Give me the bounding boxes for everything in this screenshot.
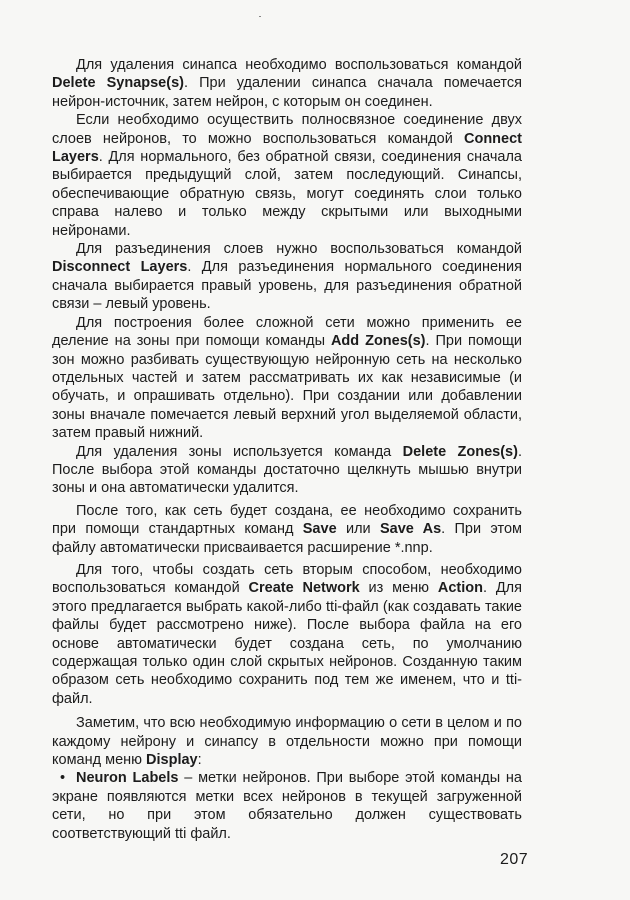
text-run: . Для этого предлагается выбрать какой-либо tti-файл (как создавать такие файлы будет рассмотрено ниже). После выбора файла на его основе автоматически будет создана сеть, по умолчанию содержащая только один слой скрытых нейронов. Созданную таким образом сеть необходимо сохранить под тем же именем, что и tti-файл. xyxy=(52,580,522,707)
command-name: Neuron Labels xyxy=(76,770,179,787)
text-run: Для удаления зоны используется команда xyxy=(76,443,403,460)
text-run: . При удалении синапса сначала помечается нейрон-источник, затем нейрон, с которым он соединен. xyxy=(52,75,522,110)
text-run: : xyxy=(197,752,202,769)
scan-speck xyxy=(259,16,261,17)
menu-name: Display xyxy=(146,752,198,769)
text-run: . Для нормального, без обратной связи, соединения сначала выбирается предыдущий слой, затем последующий. Синапсы, обеспечивающие обратную связь, могут соединять слои только справа налево и только между скрытыми или выходными нейронами. xyxy=(52,149,522,239)
text-run: – метки нейронов. При выборе этой команды на экране появляются метки всех нейронов в текущей загруженной сети, но при этом обязательно должен существовать соответствующий tti файл. xyxy=(52,770,522,842)
menu-name: Action xyxy=(437,580,483,597)
paragraph-disconnect-layers xyxy=(52,240,522,314)
text-run: . После выбора этой команды достаточно щелкнуть мышью внутри зоны и она автоматически удалится. xyxy=(52,443,522,497)
paragraph-add-zones xyxy=(52,314,522,443)
paragraph-display-menu xyxy=(52,714,522,769)
paragraph-create-network xyxy=(52,561,522,708)
text-run: . При этом файлу автоматически присваивается расширение *.nnp. xyxy=(52,521,522,556)
paragraph-save-network xyxy=(52,502,522,557)
text-run: Если необходимо осуществить полносвязное соединение двух слоев нейронов, то можно воспользоваться командой xyxy=(52,112,522,147)
command-name: Save As xyxy=(379,521,442,538)
text-run: . При помощи зон можно разбивать существующую нейронную сеть на несколько отдельных частей и затем рассматривать их как независимые (и обучать, и опрашивать отдельно). При создании или добавлении зоны вначале помечается левый верхний угол выделяемой области, затем правый нижний. xyxy=(52,333,522,442)
page-number: 207 xyxy=(500,851,529,868)
command-name: Connect Layers xyxy=(52,130,522,166)
text-run: Для удаления синапса необходимо воспользоваться командой xyxy=(76,57,522,73)
command-name: Save xyxy=(302,521,337,538)
bullet-item-neuron-labels xyxy=(52,769,522,843)
text-run: После того, как сеть будет создана, ее необходимо сохранить при помощи стандартных команд xyxy=(52,502,522,538)
paragraph-connect-layers xyxy=(52,111,522,240)
page-body xyxy=(52,56,522,843)
command-name: Delete Synapse(s) xyxy=(52,75,184,92)
text-run: Для построения более сложной сети можно применить ее деление на зоны при помощи команды xyxy=(52,314,522,350)
text-run: Для разъединения слоев нужно воспользоваться командой xyxy=(76,241,522,258)
paragraph-delete-synapse xyxy=(52,56,522,111)
text-run: Для того, чтобы создать сеть вторым способом, необходимо воспользоваться командой xyxy=(52,561,522,597)
text-run: из меню xyxy=(359,580,438,597)
text-run: Заметим, что всю необходимую информацию о сети в целом и по каждому нейрону и синапсу в отдельности можно при помощи команд меню xyxy=(52,715,522,769)
bullet-icon: • xyxy=(60,770,66,787)
paragraph-delete-zones xyxy=(52,443,522,498)
text-run: или xyxy=(336,521,380,538)
command-name: Delete Zones(s) xyxy=(402,443,518,460)
command-name: Disconnect Layers xyxy=(52,259,188,276)
text-run: . Для разъединения нормального соединения сначала выбирается правый уровень, для разъединения обратной связи – левый уровень. xyxy=(52,259,522,313)
command-name: Create Network xyxy=(248,580,360,597)
command-name: Add Zones(s) xyxy=(330,333,426,350)
